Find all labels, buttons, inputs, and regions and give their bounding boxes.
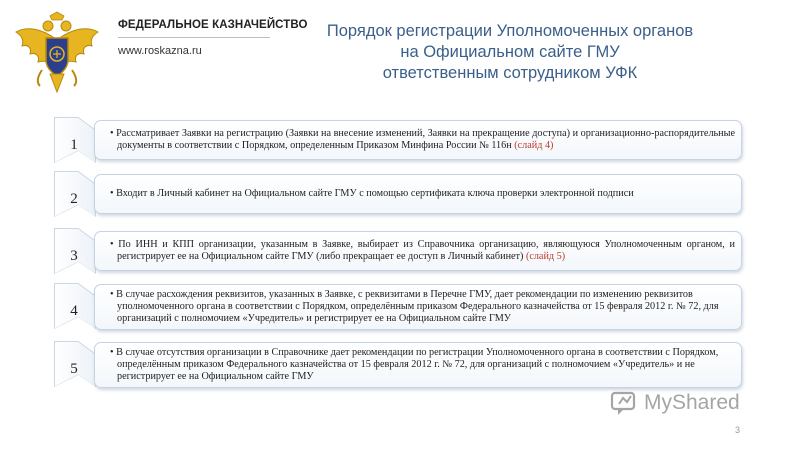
step-text: • В случае отсутствия организации в Справочнике дает рекомендации по регистрации Уполномоченного органа в соответствии с Порядком, определённым приказом Федерального казначейства от 15 февраля 2012 г. № 72, для организаций с полномочием «Учредитель» и не регистрирует ее на Официальном сайте ГМУ bbox=[110, 347, 719, 382]
step-description-box bbox=[94, 174, 742, 214]
step-description-box bbox=[94, 342, 742, 388]
step-text: • Рассматривает Заявки на регистрацию (Заявки на внесение изменений, Заявки на прекращение доступа) и организационно-распорядительные документы в соответствии с Порядком, определенным Приказом Минфина России № 116н bbox=[110, 128, 735, 151]
step-description-box bbox=[94, 284, 742, 330]
step-number: 2 bbox=[70, 191, 78, 207]
header-divider bbox=[118, 37, 270, 38]
double-headed-eagle-emblem-icon bbox=[12, 10, 102, 98]
step-text: • По ИНН и КПП организации, указанным в Заявке, выбирает из Справочника организацию, являющуюся Уполномоченным органом, и регистрирует ее на Официальном сайте ГМУ (либо прекращает ее доступ в Личный кабинет) bbox=[110, 239, 735, 262]
organization-url: www.roskazna.ru bbox=[118, 45, 202, 57]
myshared-logo-icon bbox=[610, 390, 640, 416]
step-4 bbox=[54, 283, 746, 329]
page-title bbox=[280, 21, 740, 84]
step-text: • В случае расхождения реквизитов, указанных в Заявке, с реквизитами в Перечне ГМУ, дает рекомендации по изменению реквизитов уполномоченного органа в соответствии с Порядком, определённым приказом Федерального казначейства от 15 февраля 2012 г. № 72, для организаций с полномочием «Учредитель» и регистрирует ее на Официальном сайте ГМУ bbox=[110, 289, 719, 324]
title-line-1: Порядок регистрации Уполномоченных органов bbox=[326, 22, 694, 40]
step-2 bbox=[54, 171, 746, 217]
step-number: 5 bbox=[70, 361, 78, 377]
organization-name: ФЕДЕРАЛЬНОЕ КАЗНАЧЕЙСТВО bbox=[118, 19, 308, 31]
watermark-text: MyShared bbox=[644, 391, 740, 414]
slide-reference: (слайд 5) bbox=[525, 251, 566, 262]
step-3 bbox=[54, 228, 746, 274]
step-1 bbox=[54, 117, 746, 163]
myshared-watermark bbox=[610, 390, 740, 416]
step-description-box bbox=[94, 120, 742, 160]
step-description-box bbox=[94, 231, 742, 271]
title-line-3: ответственным сотрудником УФК bbox=[382, 64, 638, 82]
step-number: 3 bbox=[70, 248, 78, 264]
step-number: 1 bbox=[70, 137, 78, 153]
step-number: 4 bbox=[70, 303, 78, 319]
slide-reference: (слайд 4) bbox=[514, 140, 554, 151]
step-5 bbox=[54, 341, 746, 387]
title-line-2: на Официальном сайте ГМУ bbox=[400, 43, 620, 61]
page-number: 3 bbox=[735, 425, 741, 435]
step-text: • Входит в Личный кабинет на Официальном сайте ГМУ с помощью сертификата ключа проверки электронной подписи bbox=[110, 188, 634, 199]
